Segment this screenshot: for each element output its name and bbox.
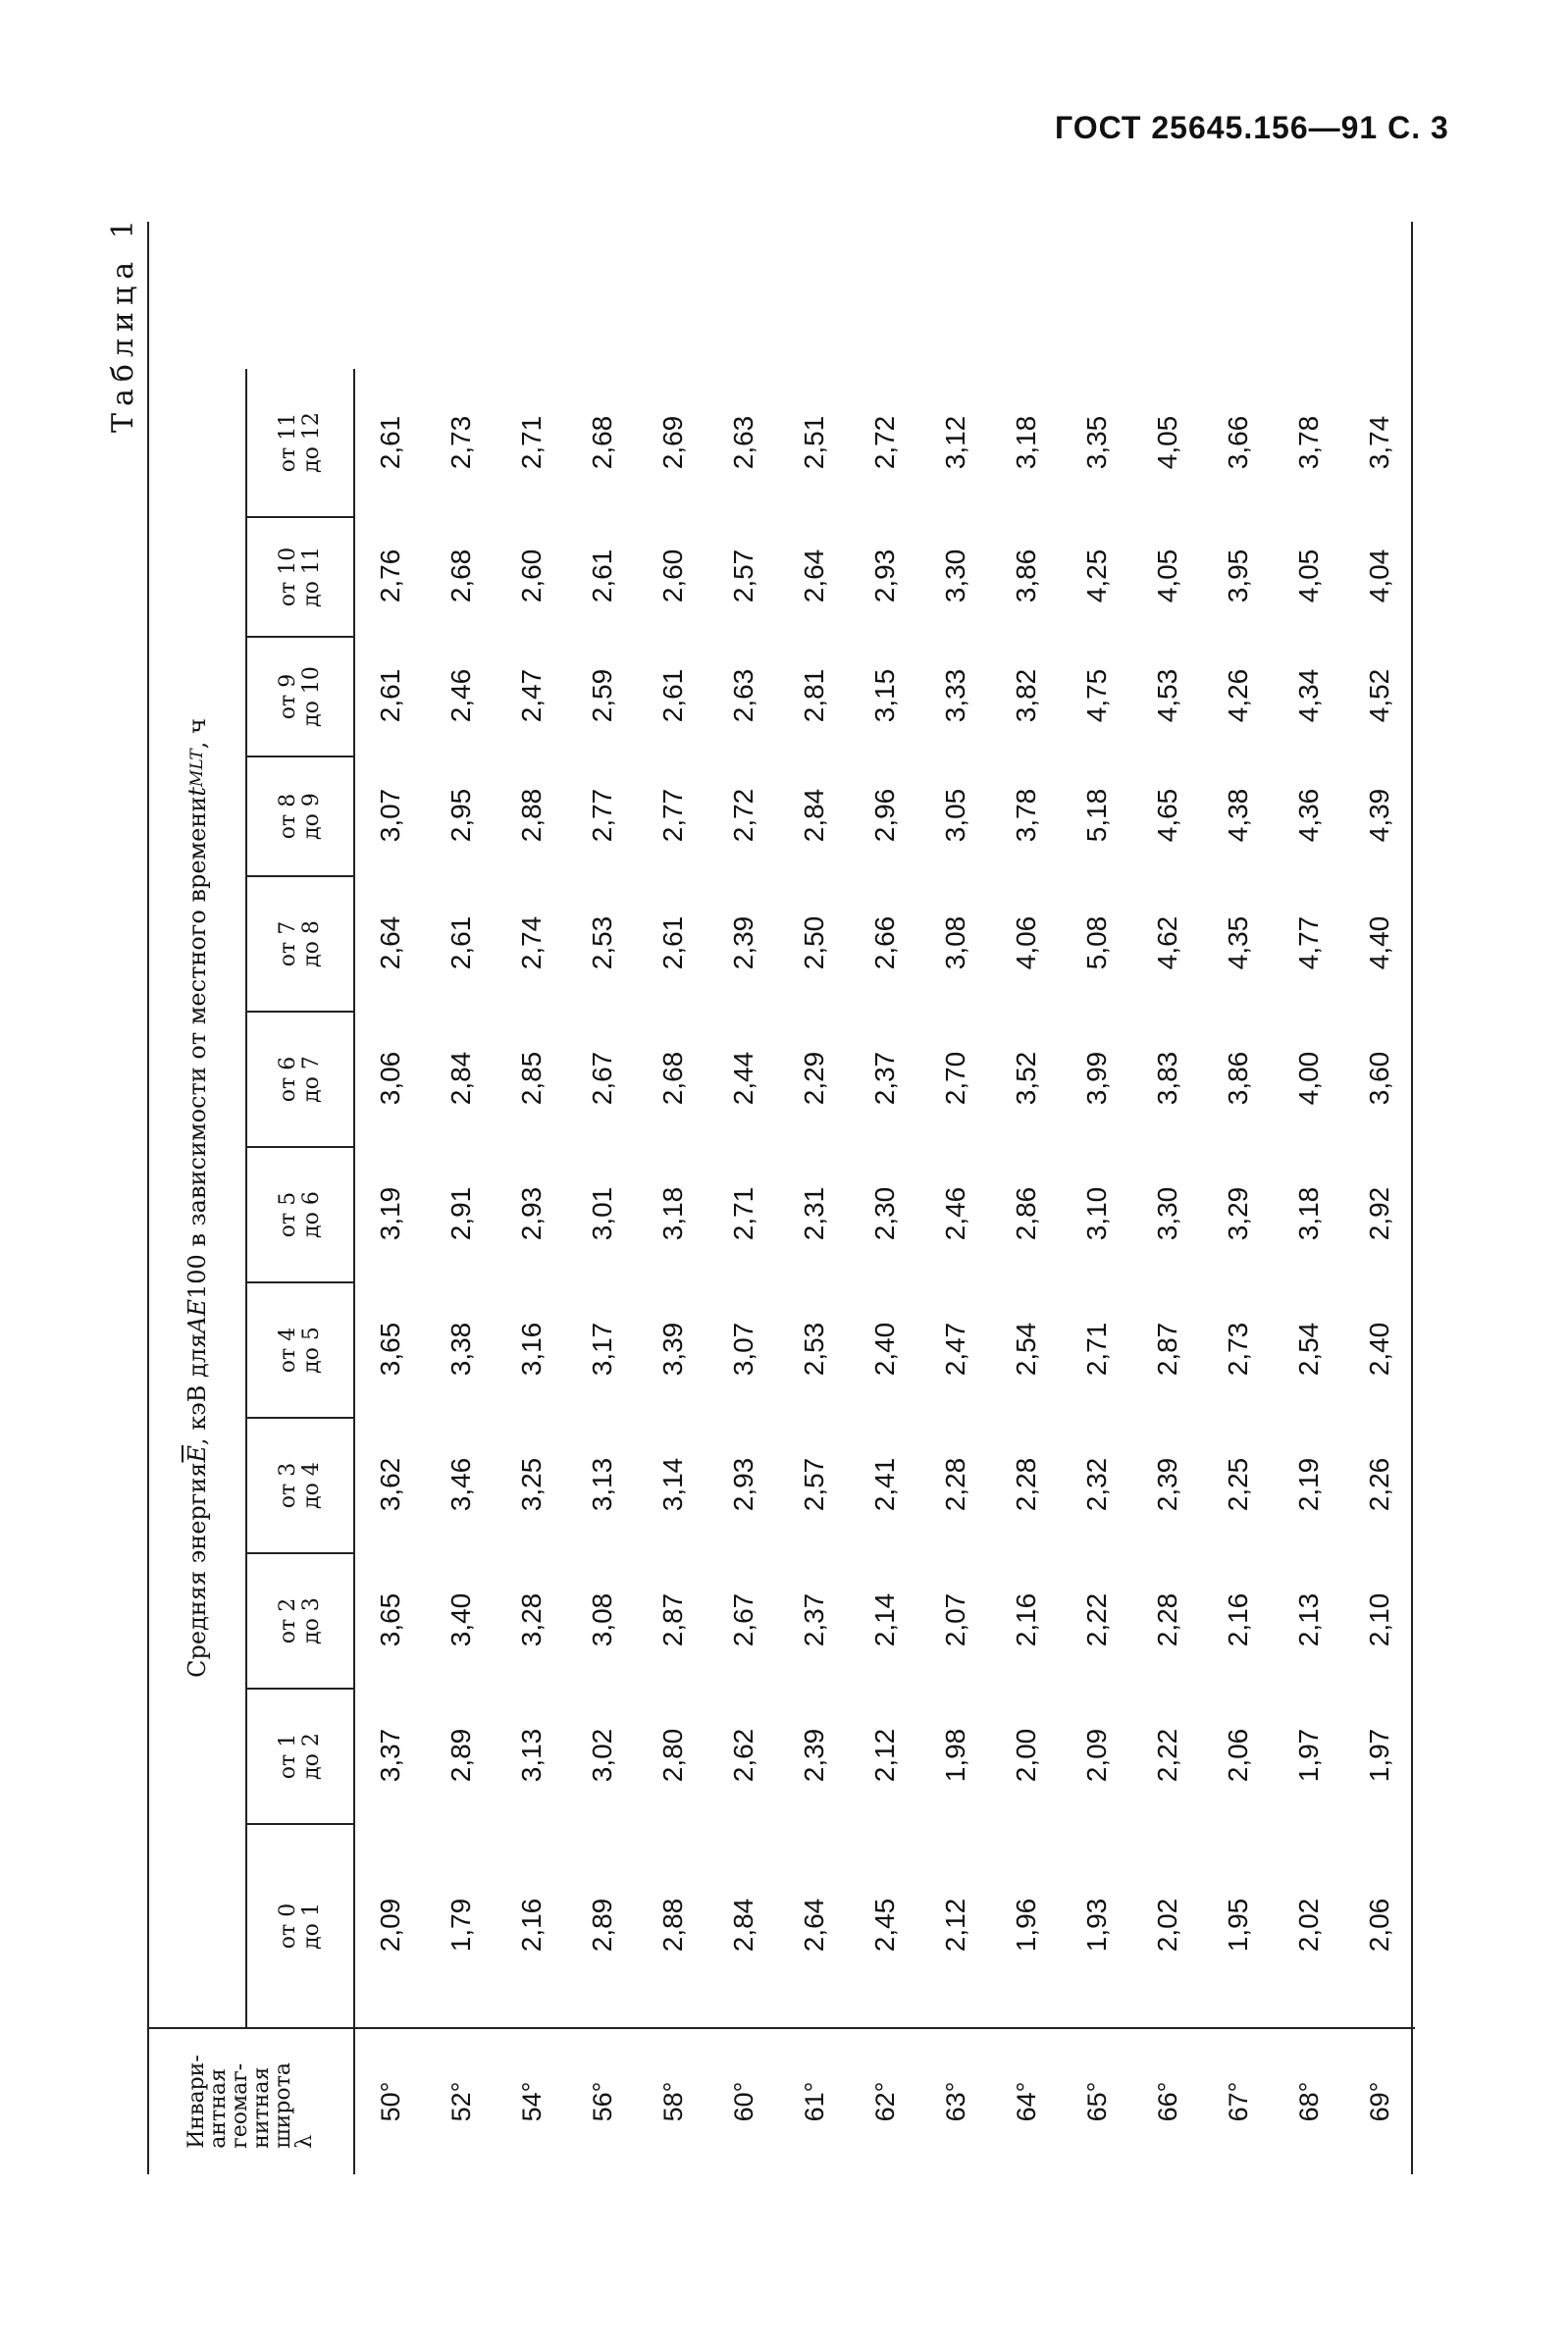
table-cell: 3,52 xyxy=(1011,1051,1041,1106)
row-latitude: 68° xyxy=(1274,2027,1344,2174)
table-cell: 2,67 xyxy=(587,1051,617,1106)
table-cell: 3,60 xyxy=(1364,1051,1394,1106)
time-symbol: t xyxy=(183,786,211,797)
group-header xyxy=(149,369,247,2027)
table-cell: 3,95 xyxy=(1223,548,1253,603)
table-cell: 2,22 xyxy=(1081,1592,1112,1647)
table-cell: 2,09 xyxy=(375,1898,405,1953)
table-cell: 3,01 xyxy=(587,1186,617,1241)
table-cell: 2,46 xyxy=(940,1186,970,1241)
table-cell: 2,32 xyxy=(1081,1457,1112,1512)
table-cell: 2,63 xyxy=(728,415,758,470)
table-cell: 2,84 xyxy=(445,1051,476,1106)
table-cell: 3,13 xyxy=(587,1457,617,1512)
table-cell: 3,83 xyxy=(1152,1051,1182,1106)
table-cell: 2,71 xyxy=(728,1186,758,1241)
column-header-to: до 7 xyxy=(299,1056,324,1103)
column-header xyxy=(247,1281,355,1417)
table-cell: 2,28 xyxy=(1011,1457,1041,1512)
table-cell: 2,31 xyxy=(799,1186,829,1241)
table-cell: 3,19 xyxy=(375,1186,405,1241)
table-cell: 2,77 xyxy=(587,788,617,843)
column-header xyxy=(247,1552,355,1688)
table-cell: 4,52 xyxy=(1364,668,1394,723)
table-cell: 2,13 xyxy=(1293,1592,1324,1647)
table-cell: 2,47 xyxy=(516,668,547,723)
table-cell: 2,02 xyxy=(1293,1898,1324,1953)
table-cell: 2,16 xyxy=(516,1898,547,1953)
row-latitude: 56° xyxy=(567,2027,638,2174)
latitude-header-line: геомаг- xyxy=(228,2062,252,2149)
table-cell: 2,10 xyxy=(1364,1592,1394,1647)
latitude-header-line: нитная xyxy=(249,2066,274,2149)
table-cell: 4,06 xyxy=(1011,915,1041,970)
table-cell: 4,05 xyxy=(1152,415,1182,470)
table-cell: 2,62 xyxy=(728,1728,758,1783)
table-cell: 1,93 xyxy=(1081,1898,1112,1953)
table-cell: 2,77 xyxy=(657,788,688,843)
table-cell: 1,97 xyxy=(1364,1728,1394,1783)
table-cell: 2,37 xyxy=(869,1051,900,1106)
table-cell: 2,28 xyxy=(940,1457,970,1512)
table-cell: 2,54 xyxy=(1011,1322,1041,1377)
column-header-from: от 7 xyxy=(276,920,300,967)
table-cell: 4,26 xyxy=(1223,668,1253,723)
table-cell: 2,59 xyxy=(587,668,617,723)
table-cell: 2,47 xyxy=(940,1322,970,1377)
table-cell: 3,65 xyxy=(375,1592,405,1647)
column-header-to: до 10 xyxy=(299,666,324,727)
table-cell: 3,12 xyxy=(940,415,970,470)
table-cell: 2,92 xyxy=(1364,1186,1394,1241)
table-cell: 3,78 xyxy=(1293,415,1324,470)
energy-symbol: $\overline{E}$ xyxy=(183,1444,211,1463)
column-header-from: от 4 xyxy=(276,1327,300,1374)
table-cell: 2,73 xyxy=(445,415,476,470)
table-cell: 4,39 xyxy=(1364,788,1394,843)
table-cell: 2,87 xyxy=(1152,1322,1182,1377)
ae-symbol: AE xyxy=(183,1298,211,1333)
table-cell: 2,57 xyxy=(728,548,758,603)
table-cell: 2,85 xyxy=(516,1051,547,1106)
table-cell: 3,28 xyxy=(516,1592,547,1647)
table-cell: 3,07 xyxy=(728,1322,758,1377)
table-cell: 2,39 xyxy=(1152,1457,1182,1512)
table-cell: 3,15 xyxy=(869,668,900,723)
table-cell: 2,60 xyxy=(516,548,547,603)
group-header-text: Средняя энергия xyxy=(183,1462,211,1678)
table-cell: 2,46 xyxy=(445,668,476,723)
table-cell: 3,66 xyxy=(1223,415,1253,470)
column-header xyxy=(247,1417,355,1552)
table-cell: 5,18 xyxy=(1081,788,1112,843)
table-cell: 2,53 xyxy=(587,915,617,970)
table-cell: 2,69 xyxy=(657,415,688,470)
table-cell: 2,89 xyxy=(445,1728,476,1783)
column-header-from: от 11 xyxy=(276,412,300,473)
table-cell: 2,57 xyxy=(799,1457,829,1512)
column-header-to: до 1 xyxy=(299,1903,324,1950)
table-cell: 4,77 xyxy=(1293,915,1324,970)
table-cell: 2,61 xyxy=(587,548,617,603)
table-cell: 2,61 xyxy=(445,915,476,970)
table-cell: 2,68 xyxy=(445,548,476,603)
table-cell: 2,64 xyxy=(799,1898,829,1953)
column-header-from: от 2 xyxy=(276,1597,300,1644)
column-header-from: от 8 xyxy=(276,793,300,840)
table-cell: 3,08 xyxy=(587,1592,617,1647)
column-header-from: от 5 xyxy=(276,1191,300,1238)
row-latitude: 65° xyxy=(1062,2027,1132,2174)
row-latitude: 52° xyxy=(426,2027,497,2174)
table-cell: 3,38 xyxy=(445,1322,476,1377)
table-cell: 2,53 xyxy=(799,1322,829,1377)
table-cell: 2,72 xyxy=(869,415,900,470)
table-cell: 2,63 xyxy=(728,668,758,723)
table-cell: 2,02 xyxy=(1152,1898,1182,1953)
table-cell: 2,12 xyxy=(869,1728,900,1783)
table-cell: 2,16 xyxy=(1223,1592,1253,1647)
table-cell: 2,06 xyxy=(1364,1898,1394,1953)
group-header-text: , кэВ для xyxy=(183,1332,211,1445)
table-cell: 2,12 xyxy=(940,1898,970,1953)
table-cell: 3,86 xyxy=(1223,1051,1253,1106)
table-cell: 3,74 xyxy=(1364,415,1394,470)
page-header: ГОСТ 25645.156—91 С. 3 xyxy=(1055,110,1449,145)
column-header-from: от 6 xyxy=(276,1056,300,1103)
table-cell: 2,07 xyxy=(940,1592,970,1647)
column-header-to: до 6 xyxy=(299,1191,324,1238)
table-cell: 3,62 xyxy=(375,1457,405,1512)
row-latitude: 61° xyxy=(779,2027,850,2174)
table-cell: 4,00 xyxy=(1293,1051,1324,1106)
table-cell: 3,05 xyxy=(940,788,970,843)
table-cell: 2,84 xyxy=(799,788,829,843)
table-cell: 2,29 xyxy=(799,1051,829,1106)
table-cell: 2,93 xyxy=(869,548,900,603)
column-header xyxy=(247,1146,355,1281)
column-header-from: от 9 xyxy=(276,673,300,720)
table-cell: 2,51 xyxy=(799,415,829,470)
table-cell: 3,35 xyxy=(1081,415,1112,470)
table-cell: 3,10 xyxy=(1081,1186,1112,1241)
latitude-header-line: Инвари- xyxy=(184,2055,209,2149)
table-cell: 2,84 xyxy=(728,1898,758,1953)
column-header-from: от 0 xyxy=(276,1903,300,1950)
table-cell: 2,41 xyxy=(869,1457,900,1512)
table-cell: 2,74 xyxy=(516,915,547,970)
row-latitude: 67° xyxy=(1203,2027,1274,2174)
table-cell: 2,61 xyxy=(657,915,688,970)
table-cell: 2,93 xyxy=(516,1186,547,1241)
table-cell: 3,16 xyxy=(516,1322,547,1377)
column-header xyxy=(247,875,355,1011)
table-cell: 2,61 xyxy=(657,668,688,723)
table-cell: 2,68 xyxy=(657,1051,688,1106)
column-header-to: до 4 xyxy=(299,1462,324,1509)
row-latitude: 60° xyxy=(708,2027,779,2174)
table-cell: 2,09 xyxy=(1081,1728,1112,1783)
table-cell: 2,86 xyxy=(1011,1186,1041,1241)
table-cell: 4,25 xyxy=(1081,548,1112,603)
table-cell: 2,88 xyxy=(516,788,547,843)
table-cell: 2,22 xyxy=(1152,1728,1182,1783)
row-latitude: 63° xyxy=(920,2027,991,2174)
table-cell: 4,40 xyxy=(1364,915,1394,970)
row-latitude: 50° xyxy=(355,2027,426,2174)
table-cell: 1,79 xyxy=(445,1898,476,1953)
table-cell: 2,00 xyxy=(1011,1728,1041,1783)
table-cell: 3,02 xyxy=(587,1728,617,1783)
table-cell: 3,37 xyxy=(375,1728,405,1783)
table-cell: 3,39 xyxy=(657,1322,688,1377)
column-header xyxy=(247,636,355,756)
table-cell: 2,93 xyxy=(728,1457,758,1512)
group-header-text: , ч xyxy=(183,718,211,750)
table-cell: 3,78 xyxy=(1011,788,1041,843)
latitude-header-line: λ xyxy=(292,2134,317,2149)
table-cell: 2,95 xyxy=(445,788,476,843)
table-cell: 2,71 xyxy=(1081,1322,1112,1377)
table-cell: 3,06 xyxy=(375,1051,405,1106)
row-latitude: 64° xyxy=(991,2027,1062,2174)
table-cell: 3,65 xyxy=(375,1322,405,1377)
table-cell: 1,95 xyxy=(1223,1898,1253,1953)
table-cell: 2,19 xyxy=(1293,1457,1324,1512)
table-cell: 2,72 xyxy=(728,788,758,843)
table-cell: 2,81 xyxy=(799,668,829,723)
table-cell: 2,68 xyxy=(587,415,617,470)
table-cell: 2,37 xyxy=(799,1592,829,1647)
column-header-to: до 12 xyxy=(299,412,324,473)
table-cell: 2,44 xyxy=(728,1051,758,1106)
table-cell: 4,62 xyxy=(1152,915,1182,970)
latitude-header-line: антная xyxy=(206,2068,231,2149)
column-header-to: до 9 xyxy=(299,793,324,840)
table-cell: 2,71 xyxy=(516,415,547,470)
table-cell: 3,08 xyxy=(940,915,970,970)
column-header xyxy=(247,756,355,875)
table-cell: 4,04 xyxy=(1364,548,1394,603)
column-header-to: до 3 xyxy=(299,1597,324,1644)
table-cell: 3,30 xyxy=(1152,1186,1182,1241)
table-cell: 1,97 xyxy=(1293,1728,1324,1783)
latitude-header-line: широта xyxy=(271,2062,295,2149)
table-cell: 3,86 xyxy=(1011,548,1041,603)
table-cell: 2,50 xyxy=(799,915,829,970)
table-cell: 4,75 xyxy=(1081,668,1112,723)
column-header-from: от 3 xyxy=(276,1462,300,1509)
table-cell: 3,99 xyxy=(1081,1051,1112,1106)
row-latitude: 66° xyxy=(1132,2027,1203,2174)
table-cell: 2,91 xyxy=(445,1186,476,1241)
table-cell: 3,14 xyxy=(657,1457,688,1512)
table-cell: 2,73 xyxy=(1223,1322,1253,1377)
table-cell: 1,98 xyxy=(940,1728,970,1783)
table-cell: 4,38 xyxy=(1223,788,1253,843)
table-cell: 2,54 xyxy=(1293,1322,1324,1377)
table-cell: 2,40 xyxy=(869,1322,900,1377)
table-cell: 3,40 xyxy=(445,1592,476,1647)
column-header xyxy=(247,1011,355,1146)
table-cell: 2,61 xyxy=(375,415,405,470)
mlt-subscript: MLT xyxy=(187,749,207,787)
column-header-to: до 8 xyxy=(299,920,324,967)
table-cell: 3,17 xyxy=(587,1322,617,1377)
table-cell: 3,46 xyxy=(445,1457,476,1512)
row-latitude: 54° xyxy=(497,2027,567,2174)
column-header-from: от 1 xyxy=(276,1733,300,1780)
column-header xyxy=(247,1688,355,1823)
table-cell: 3,18 xyxy=(1293,1186,1324,1241)
table-cell: 2,87 xyxy=(657,1592,688,1647)
table-cell: 3,33 xyxy=(940,668,970,723)
table-cell: 2,06 xyxy=(1223,1728,1253,1783)
table-cell: 3,18 xyxy=(1011,415,1041,470)
table-cell: 2,70 xyxy=(940,1051,970,1106)
table-cell: 4,34 xyxy=(1293,668,1324,723)
column-header-to: до 11 xyxy=(299,547,324,607)
table-cell: 4,35 xyxy=(1223,915,1253,970)
table-cell: 3,18 xyxy=(657,1186,688,1241)
table-cell: 2,88 xyxy=(657,1898,688,1953)
table-cell: 4,05 xyxy=(1152,548,1182,603)
column-header-to: до 2 xyxy=(299,1733,324,1780)
table-cell: 3,29 xyxy=(1223,1186,1253,1241)
table-cell: 2,96 xyxy=(869,788,900,843)
column-header-from: от 10 xyxy=(276,547,300,607)
table-label: Таблица 1 xyxy=(106,213,140,433)
table-cell: 2,39 xyxy=(799,1728,829,1783)
latitude-column-header xyxy=(149,2027,355,2174)
table-cell: 4,53 xyxy=(1152,668,1182,723)
table-cell: 3,25 xyxy=(516,1457,547,1512)
table-cell: 2,45 xyxy=(869,1898,900,1953)
table-cell: 2,26 xyxy=(1364,1457,1394,1512)
table-cell: 4,05 xyxy=(1293,548,1324,603)
column-header xyxy=(247,516,355,636)
table-cell: 2,89 xyxy=(587,1898,617,1953)
table-cell: 3,30 xyxy=(940,548,970,603)
column-header xyxy=(247,369,355,516)
energy-table xyxy=(147,222,1413,2174)
table-cell: 2,39 xyxy=(728,915,758,970)
table-cell: 2,25 xyxy=(1223,1457,1253,1512)
table-cell: 3,13 xyxy=(516,1728,547,1783)
table-cell: 2,67 xyxy=(728,1592,758,1647)
table-cell: 2,76 xyxy=(375,548,405,603)
table-cell: 3,07 xyxy=(375,788,405,843)
table-cell: 4,65 xyxy=(1152,788,1182,843)
table-cell: 2,66 xyxy=(869,915,900,970)
table-cell: 4,36 xyxy=(1293,788,1324,843)
table-cell: 2,16 xyxy=(1011,1592,1041,1647)
row-latitude: 62° xyxy=(850,2027,920,2174)
table-cell: 2,30 xyxy=(869,1186,900,1241)
table-cell: 2,61 xyxy=(375,668,405,723)
table-cell: 2,64 xyxy=(375,915,405,970)
table-cell: 2,60 xyxy=(657,548,688,603)
table-cell: 2,14 xyxy=(869,1592,900,1647)
column-header xyxy=(247,1823,355,2027)
column-header-to: до 5 xyxy=(299,1327,324,1374)
table-cell: 2,40 xyxy=(1364,1322,1394,1377)
table-cell: 2,64 xyxy=(799,548,829,603)
table-cell: 5,08 xyxy=(1081,915,1112,970)
table-cell: 1,96 xyxy=(1011,1898,1041,1953)
table-cell: 2,80 xyxy=(657,1728,688,1783)
row-latitude: 58° xyxy=(638,2027,708,2174)
group-header-text: 100 в зависимости от местного времени xyxy=(183,796,211,1299)
table-cell: 2,28 xyxy=(1152,1592,1182,1647)
table-cell: 3,82 xyxy=(1011,668,1041,723)
row-latitude: 69° xyxy=(1344,2027,1415,2174)
